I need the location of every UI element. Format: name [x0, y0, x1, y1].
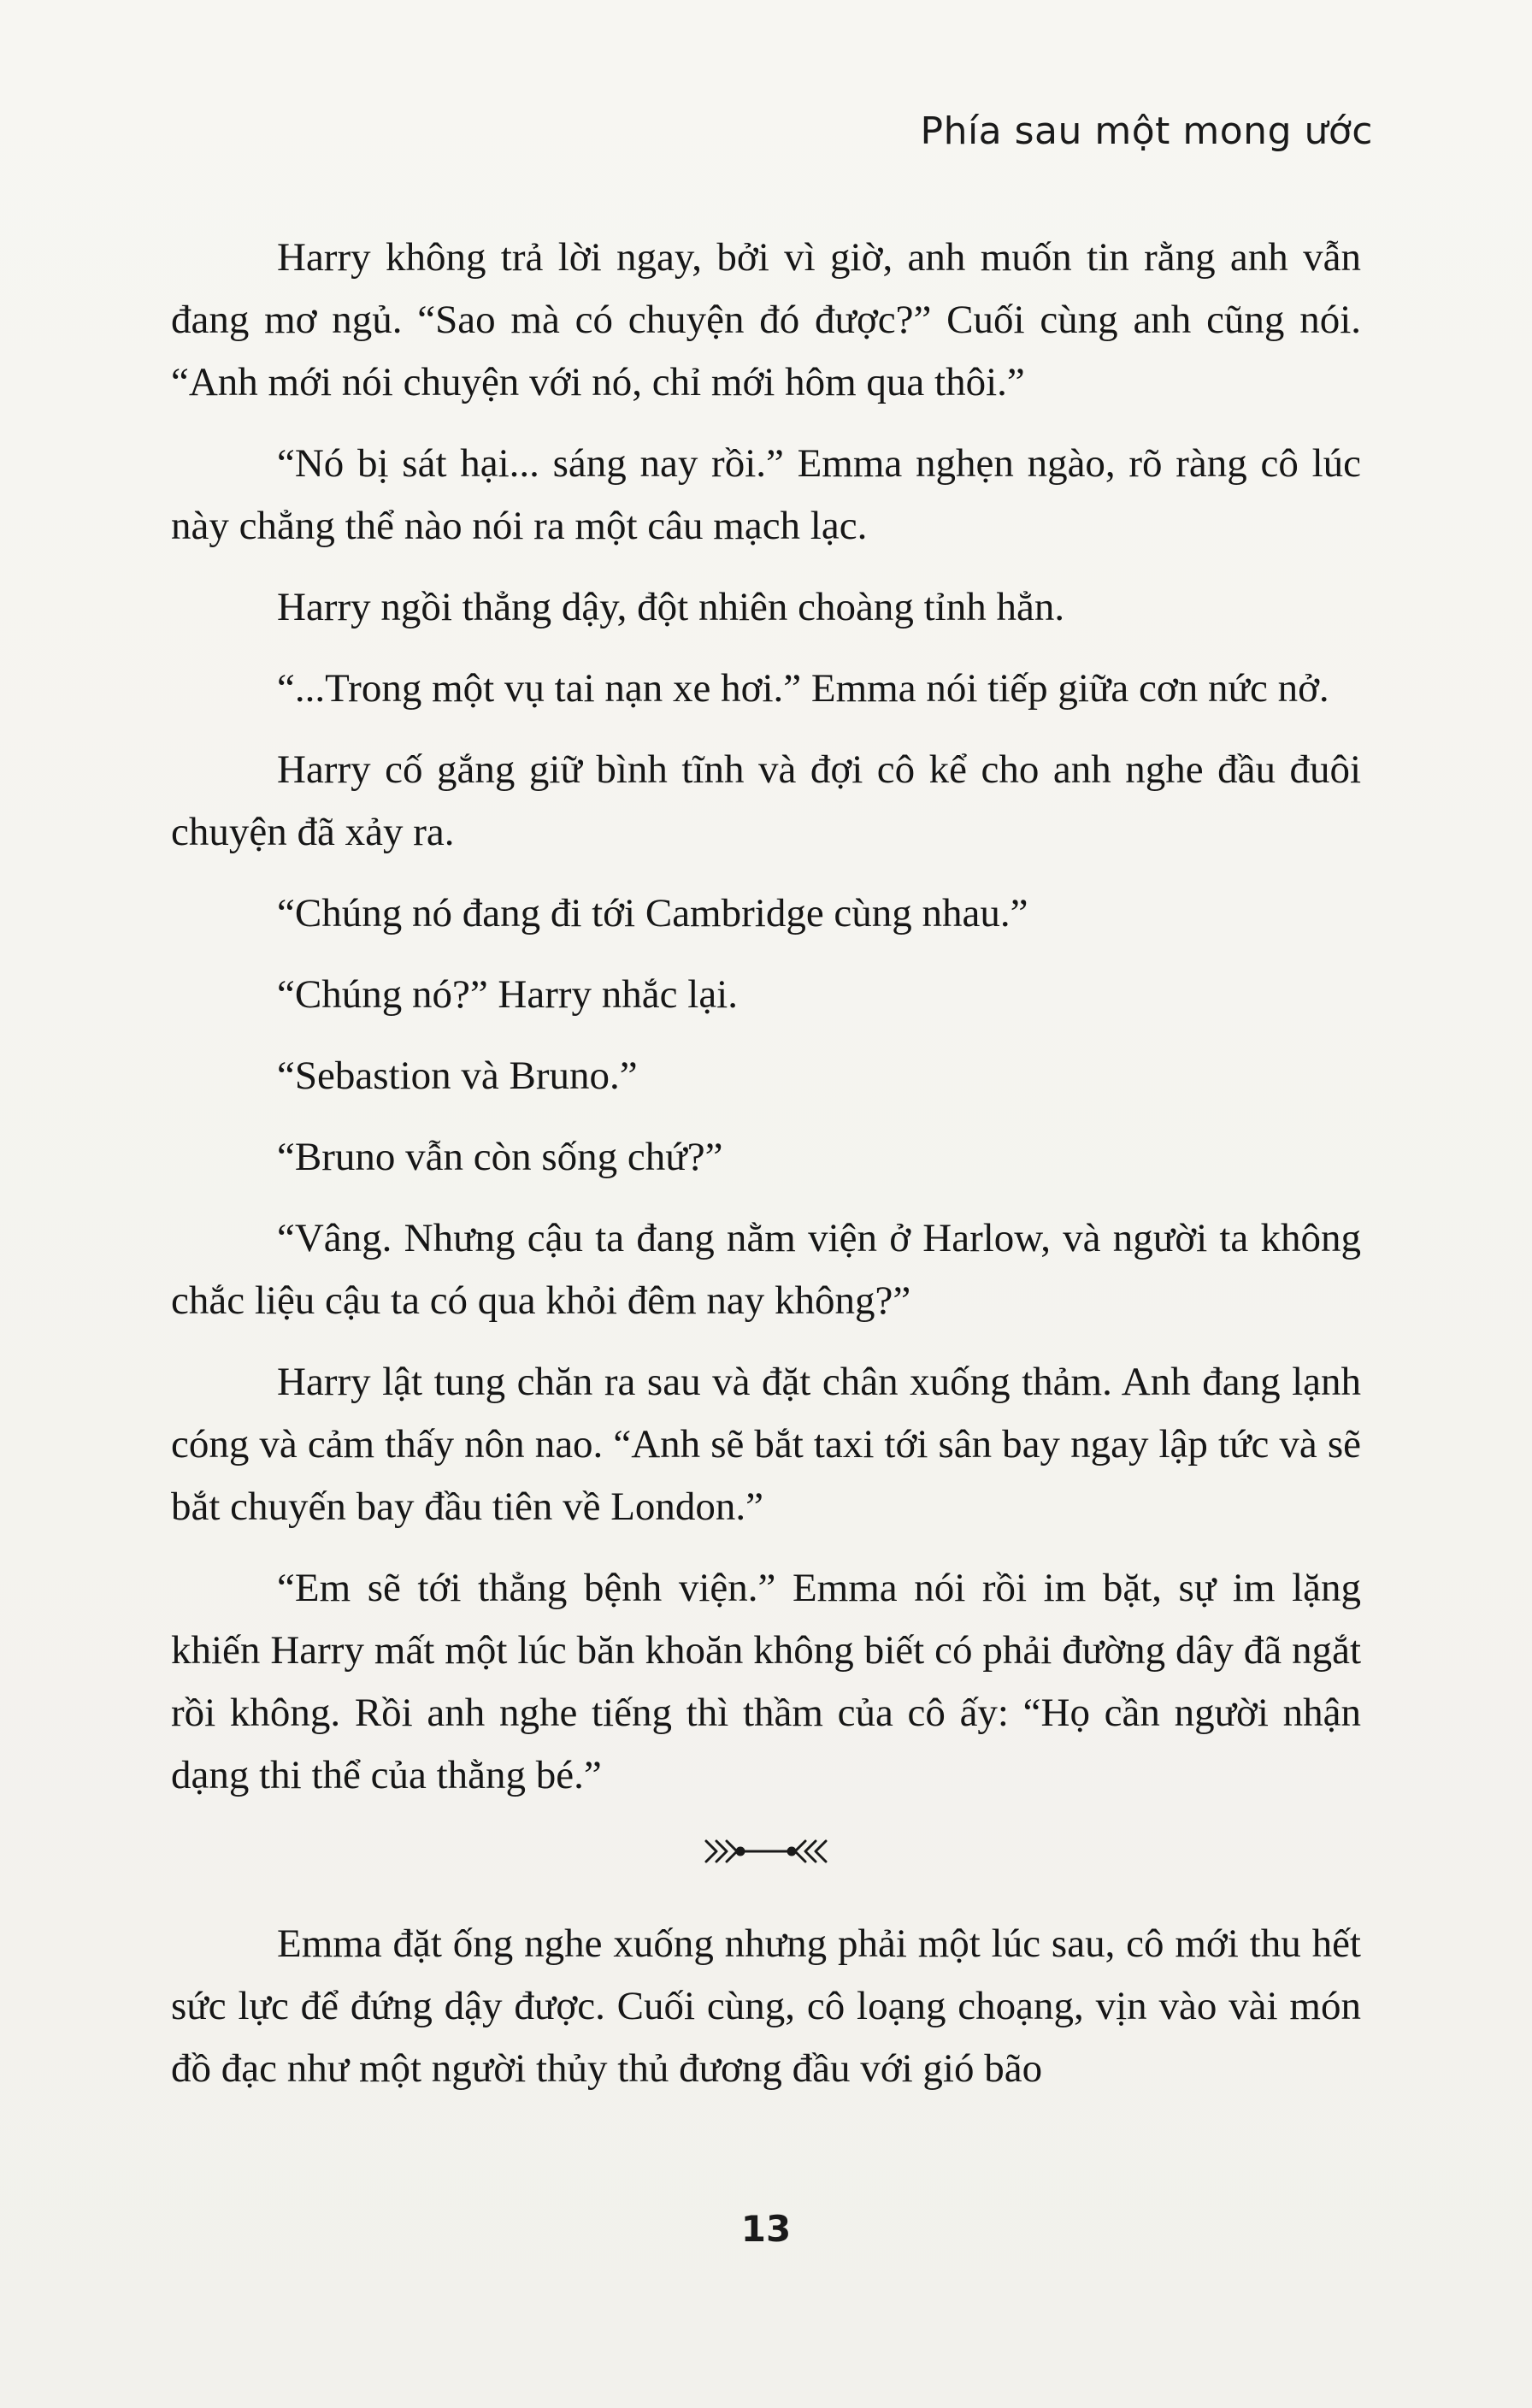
- paragraph: “Em sẽ tới thẳng bệnh viện.” Emma nói rồi im bặt, sự im lặng khiến Harry mất một lúc băn khoăn không biết có phải đường dây đã ngắt rồi không. Rồi anh nghe tiếng thì thầm của cô ấy: “Họ cần người nhận dạng thi thể của thằng bé.”: [171, 1566, 1361, 1797]
- paragraph: “Chúng nó đang đi tới Cambridge cùng nhau.”: [277, 891, 1028, 935]
- paragraph: Emma đặt ống nghe xuống nhưng phải một lúc sau, cô mới thu hết sức lực để đứng dậy được. Cuối cùng, cô loạng choạng, vịn vào vài món đồ đạc như một người thủy thủ đương đầu với gió bão: [171, 1921, 1361, 2091]
- scene-break-ornament-icon: [171, 1826, 1361, 1877]
- page-number: 13: [740, 2208, 792, 2250]
- paragraph: Harry không trả lời ngay, bởi vì giờ, anh muốn tin rằng anh vẫn đang mơ ngủ. “Sao mà có chuyện đó được?” Cuối cùng anh cũng nói. “Anh mới nói chuyện với nó, chỉ mới hôm qua thôi.”: [171, 235, 1361, 404]
- ornament-svg: [689, 1826, 843, 1877]
- paragraph: “Vâng. Nhưng cậu ta đang nằm viện ở Harlow, và người ta không chắc liệu cậu ta có qua khỏi đêm nay không?”: [171, 1216, 1361, 1323]
- paragraph: “Sebastion và Bruno.”: [277, 1054, 638, 1098]
- paragraph: “Bruno vẫn còn sống chứ?”: [277, 1135, 723, 1179]
- paragraph: Harry lật tung chăn ra sau và đặt chân xuống thảm. Anh đang lạnh cóng và cảm thấy nôn nao. “Anh sẽ bắt taxi tới sân bay ngay lập tức và sẽ bắt chuyến bay đầu tiên về London.”: [171, 1360, 1361, 1529]
- body-text: [171, 227, 1361, 2119]
- paragraph: “Chúng nó?” Harry nhắc lại.: [277, 972, 738, 1017]
- paragraph: “...Trong một vụ tai nạn xe hơi.” Emma nói tiếp giữa cơn nức nở.: [277, 666, 1329, 711]
- running-head: Phía sau một mong ước: [920, 109, 1373, 153]
- paragraph: “Nó bị sát hại... sáng nay rồi.” Emma nghẹn ngào, rõ ràng cô lúc này chẳng thể nào nói ra một câu mạch lạc.: [171, 441, 1361, 548]
- paragraph: Harry ngồi thẳng dậy, đột nhiên choàng tỉnh hẳn.: [277, 585, 1065, 629]
- paragraph: Harry cố gắng giữ bình tĩnh và đợi cô kể cho anh nghe đầu đuôi chuyện đã xảy ra.: [171, 747, 1361, 854]
